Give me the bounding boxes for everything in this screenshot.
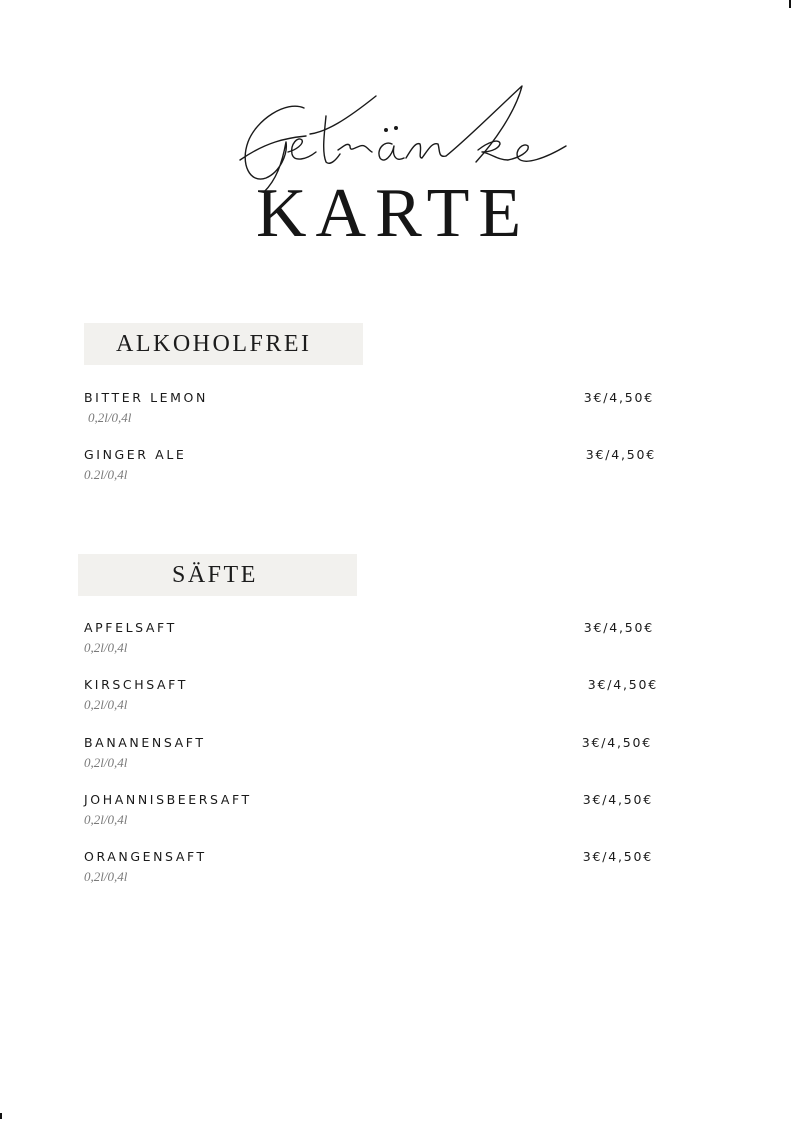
menu-item: [84, 677, 659, 717]
item-size: 0,2l/0,4l: [84, 755, 128, 770]
item-size: 0,2l/0,4l: [84, 640, 128, 655]
section-banner-alkoholfrei: [84, 323, 363, 365]
scan-edge-mark: [789, 0, 791, 8]
item-name: BITTER LEMON: [84, 390, 208, 405]
item-size: 0,2l/0,4l: [84, 697, 128, 712]
section-heading: ALKOHOLFREI: [116, 331, 312, 357]
item-price: 3€/4,50€: [585, 447, 656, 462]
scan-edge-mark: [0, 1113, 2, 1119]
menu-item: [84, 390, 659, 430]
item-price: 3€/4,50€: [582, 792, 653, 807]
menu-item: [84, 620, 659, 660]
item-price: 3€/4,50€: [582, 849, 653, 864]
item-price: 3€/4,50€: [581, 735, 652, 750]
item-price: 3€/4,50€: [583, 620, 654, 635]
section-banner-saefte: [78, 554, 357, 596]
item-price: 3€/4,50€: [587, 677, 658, 692]
item-price: 3€/4,50€: [583, 390, 654, 405]
item-name: KIRSCHSAFT: [84, 677, 188, 692]
item-name: GINGER ALE: [84, 447, 187, 462]
item-name: BANANENSAFT: [84, 735, 206, 750]
item-name: ORANGENSAFT: [84, 849, 207, 864]
menu-item: [84, 792, 659, 832]
item-size: 0,2l/0,4l: [88, 410, 132, 425]
item-size: 0.2l/0,4l: [84, 467, 128, 482]
item-name: JOHANNISBEERSAFT: [84, 792, 252, 807]
menu-item: [84, 447, 659, 487]
section-heading: SÄFTE: [172, 562, 258, 588]
item-size: 0,2l/0,4l: [84, 869, 128, 884]
item-name: APFELSAFT: [84, 620, 177, 635]
item-size: 0,2l/0,4l: [84, 812, 128, 827]
page-title: KARTE: [256, 175, 531, 252]
menu-item: [84, 735, 659, 775]
menu-item: [84, 849, 659, 889]
